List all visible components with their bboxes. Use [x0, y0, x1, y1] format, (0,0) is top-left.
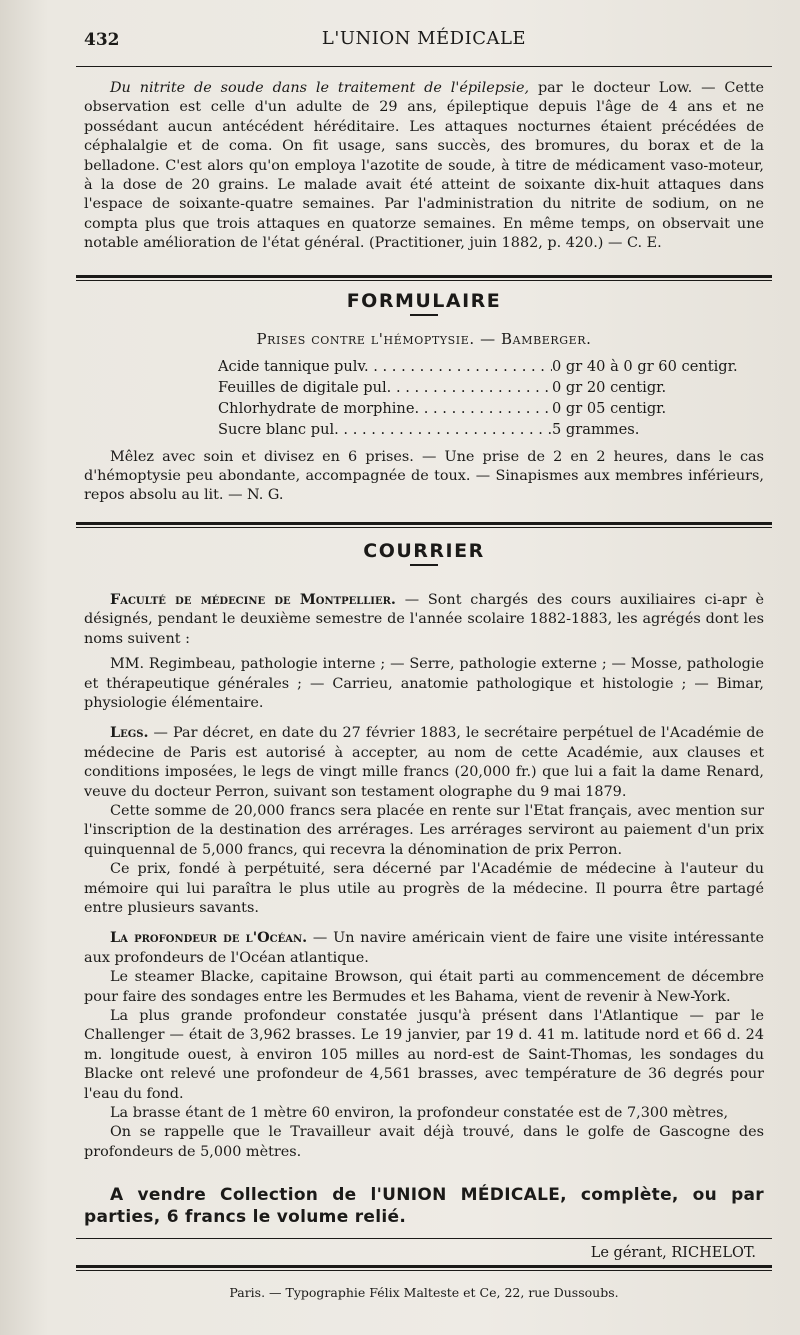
legs-paragraph: [84, 723, 764, 802]
ingredient-dose: 0 gr 40 à 0 gr 60 centigr.: [552, 357, 738, 375]
ingredient-dose: 5 grammes.: [552, 420, 640, 438]
formula-title: Prises contre l'hémoptysie. — Bamberger.: [256, 329, 592, 348]
journal-title: L'UNION MÉDICALE: [321, 28, 527, 49]
ingredient-dose: 0 gr 20 centigr.: [552, 378, 667, 396]
legs-text: — Par décret, en date du 27 février 1883, le secrétaire perpétuel de l'Académie de médecine de Paris est autorisé à accepter, au nom de cette Académie, aux clauses et conditions imposées, le legs de vingt mille francs (20,000 fr.) que lui a fait la dame Renard, veuve du docteur Perron, suivant son testament olographe du 9 mai 1879.: [84, 725, 764, 800]
header-rule: [76, 66, 772, 67]
page-number: 432: [84, 30, 120, 50]
abstract-text: par le docteur Low. — Cette observation est celle d'un adulte de 29 ans, épileptique depuis l'âge de 4 ans et ne possédant aucun antécédent héréditaire. Les attaques nocturnes étaient précédées de céphalalgie et de coma. On fit usage, sans succès, des bromures, du borax et de la belladone. C'est alors qu'on employa l'azotite de soude, à titre de médicament vaso-moteur, à la dose de 20 grains. Le malade avait été atteint de soixante dix-huit attaques dans l'espace de soixante-quatre semaines. Par l'administration du nitrite de sodium, on ne compta plus que trois attaques en quatorze semaines. En même temps, on observait une notable amélioration de l'état général. (Practitioner, juin 1882, p. 420.) — C. E.: [84, 80, 764, 252]
sale-notice: A vendre Collection de l'UNION MÉDICALE, complète, ou par parties, 6 francs le volume relié.: [84, 1185, 764, 1228]
signature: Le gérant, RICHELOT.: [590, 1245, 756, 1262]
imprint-rule: [76, 1265, 772, 1271]
recipe-row: [218, 377, 738, 398]
ingredient-name: Acide tannique pulv. . . .: [218, 356, 552, 377]
recipe-row: [218, 398, 738, 419]
section-rule-courrier: [76, 522, 772, 528]
formula-instructions: Mêlez avec soin et divisez en 6 prises. — Une prise de 2 en 2 heures, dans le cas d'hémoptysie peu abondante, accompagnée de toux. — Sinapismes aux membres inférieurs, repos absolu au lit. — N. G.: [84, 448, 764, 504]
ingredient-name: Sucre blanc pul. . . .: [218, 419, 552, 440]
recipe-row: [218, 356, 738, 377]
ocean-paragraph-3: La plus grande profondeur constatée jusqu'à présent dans l'Atlantique — par le Challenger — était de 3,962 brasses. Le 19 janvier, par 19 d. 41 m. latitude nord et 66 d. 24 m. longitude ouest, à environ 105 milles au nord-est de Saint-Thomas, les sondages du Blacke ont relevé une profondeur de 4,561 brasses, avec température de 36 degrés pour l'eau du fond.: [84, 1008, 764, 1102]
ocean-paragraph-2: Le steamer Blacke, capitaine Browson, qui était parti au commencement de décembre pour faire des sondages entre les Bermudes et les Bahama, vient de revenir à New-York.: [84, 969, 764, 1005]
ocean-title: La profondeur de l'Océan.: [110, 929, 308, 947]
ocean-paragraph-4: La brasse étant de 1 mètre 60 environ, la profondeur constatée est de 7,300 mètres,: [110, 1105, 729, 1122]
ingredient-dose: 0 gr 05 centigr.: [552, 399, 667, 417]
courrier-underline: [410, 564, 438, 566]
abstract-lead: Du nitrite de soude dans le traitement de l'épilepsie,: [110, 80, 530, 96]
epilepsy-abstract: [84, 79, 764, 254]
ocean-text: — Un navire américain vient de faire une visite intéressante aux profondeurs de l'Océan atlantique.: [84, 930, 764, 966]
faculte-list: MM. Regimbeau, pathologie interne ; — Serre, pathologie externe ; — Mosse, pathologie et thérapeutique générales ; — Carrieu, anatomie pathologique et histologie ; — Bimar, physiologie élémentaire.: [84, 656, 764, 711]
ingredient-name: Feuilles de digitale pul. . . .: [218, 377, 552, 398]
ocean-paragraph: [84, 928, 764, 968]
running-head: [84, 24, 764, 56]
section-rule-formulaire: [76, 275, 772, 281]
formulaire-underline: [410, 314, 438, 316]
footer-rule: [76, 1238, 772, 1239]
legs-paragraph-2: Cette somme de 20,000 francs sera placée en rente sur l'Etat français, avec mention sur l'inscription de la destination des arrérages. Les arrérages serviront au paiement d'un prix quinquennal de 5,000 francs, qui recevra la dénomination de prix Perron.: [84, 802, 764, 858]
legs-paragraph-3: Ce prix, fondé à perpétuité, sera décerné par l'Académie de médecine à l'auteur du mémoire qui lui paraîtra le plus utile au progrès de la médecine. Il pourra être partagé entre plusieurs savants.: [84, 861, 764, 916]
printer-imprint: Paris. — Typographie Félix Malteste et Ce, 22, rue Dussoubs.: [229, 1285, 619, 1301]
courrier-heading: COURRIER: [363, 539, 485, 562]
recipe-row: [218, 419, 738, 440]
ingredient-name: Chlorhydrate de morphine. . . .: [218, 398, 552, 419]
ocean-paragraph-5: On se rappelle que le Travailleur avait déjà trouvé, dans le golfe de Gascogne des profondeurs de 5,000 mètres.: [84, 1124, 764, 1160]
faculte-title: Faculté de médecine de Montpellier.: [110, 590, 396, 608]
faculte-text: — Sont chargés des cours auxiliaires ci-apr è désignés, pendant le deuxième semestre de l'année scolaire 1882-1883, les agrégés dont les noms suivent :: [84, 591, 764, 647]
formulaire-heading: FORMULAIRE: [346, 289, 502, 312]
legs-title: Legs.: [110, 724, 149, 742]
recipe-list: [218, 356, 738, 440]
faculte-paragraph: [84, 590, 764, 649]
